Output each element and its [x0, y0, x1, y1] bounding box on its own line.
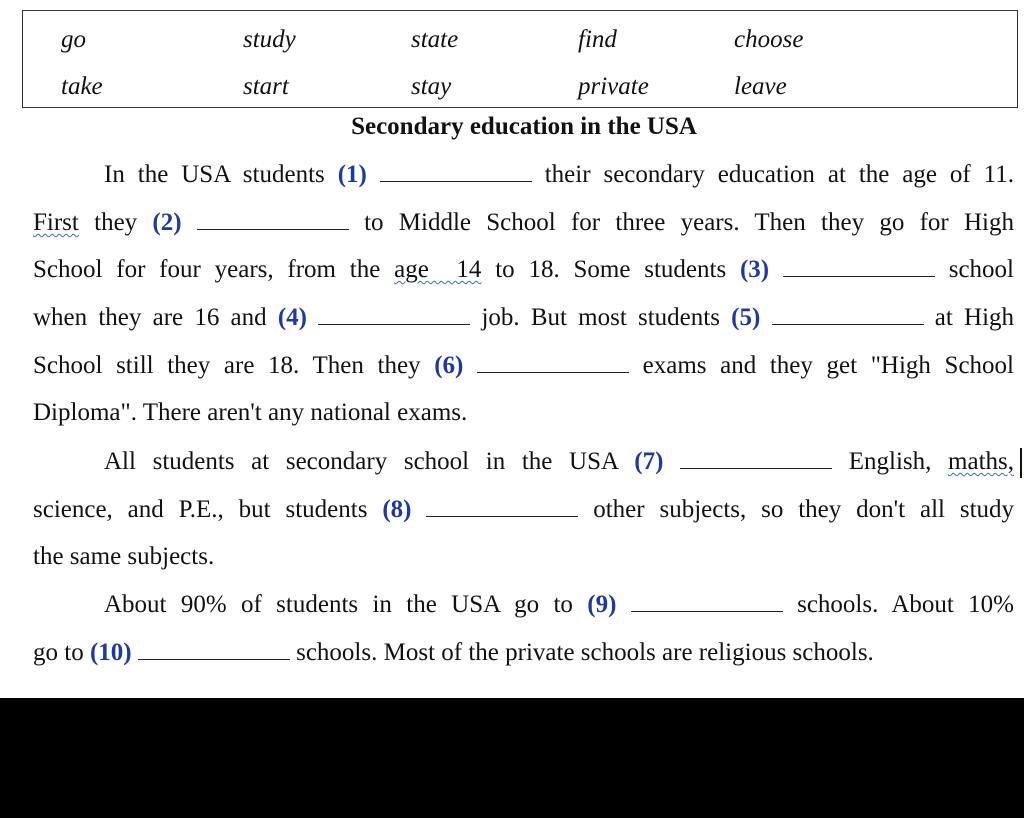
- spellcheck-word: First: [33, 209, 79, 236]
- blank-number-8: (8): [382, 496, 412, 523]
- text-line-11: go to (10) schools. Most of the private schools are religious schools.: [33, 639, 874, 666]
- text-cursor: [1020, 448, 1022, 478]
- text-line-2: First they (2) to Middle School for three years. Then they go for High: [33, 209, 1015, 236]
- blank-number-1: (1): [337, 161, 367, 188]
- blank-number-3: (3): [739, 256, 770, 283]
- answer-blank-5[interactable]: [772, 306, 924, 325]
- word-stay: stay: [411, 73, 452, 100]
- word-private: private: [578, 73, 649, 100]
- text-line-9: the same subjects.: [33, 543, 215, 570]
- blank-number-4: (4): [277, 304, 308, 331]
- page-title: Secondary education in the USA: [351, 113, 697, 140]
- word-find: find: [578, 26, 617, 53]
- answer-blank-10[interactable]: [138, 641, 290, 660]
- word-box: [22, 10, 1018, 108]
- text-line-5: School still they are 18. Then they (6) exams and they get "High School: [33, 352, 1014, 379]
- text-line-1: In the USA students (1) their secondary education at the age of 11.: [104, 161, 1015, 188]
- word-state: state: [411, 26, 459, 53]
- answer-blank-1[interactable]: [380, 163, 532, 182]
- grammar-flag: age 14: [394, 256, 482, 283]
- text-line-4: when they are 16 and (4) job. But most students (5) at High: [33, 304, 1015, 331]
- word-leave: leave: [734, 73, 787, 100]
- word-start: start: [243, 73, 289, 100]
- answer-blank-4[interactable]: [318, 306, 470, 325]
- blank-number-6: (6): [434, 352, 464, 379]
- word-take: take: [61, 73, 103, 100]
- blank-number-7: (7): [634, 448, 664, 475]
- text-line-7: All students at secondary school in the USA (7) English, maths,: [104, 448, 1014, 475]
- blank-number-10: (10): [89, 639, 132, 666]
- answer-blank-2[interactable]: [197, 211, 349, 230]
- word-choose: choose: [734, 26, 804, 53]
- black-bottom-bar: [0, 698, 1024, 818]
- answer-blank-7[interactable]: [680, 450, 832, 469]
- word-study: study: [243, 26, 296, 53]
- blank-number-5: (5): [731, 304, 761, 331]
- word-go: go: [61, 26, 86, 53]
- answer-blank-8[interactable]: [426, 498, 578, 517]
- answer-blank-3[interactable]: [783, 258, 935, 277]
- blank-number-2: (2): [152, 209, 182, 236]
- answer-blank-9[interactable]: [631, 593, 783, 612]
- text-line-10: About 90% of students in the USA go to (9) schools. About 10%: [104, 591, 1014, 618]
- answer-blank-6[interactable]: [477, 354, 629, 373]
- text-line-8: science, and P.E., but students (8) other subjects, so they don't all study: [33, 496, 1015, 523]
- blank-number-9: (9): [587, 591, 617, 618]
- spellcheck-word: maths,: [948, 448, 1014, 475]
- text-line-6: Diploma". There aren't any national exams.: [33, 399, 468, 426]
- text-line-3: School for four years, from the age 14 to 18. Some students (3) school: [33, 256, 1014, 283]
